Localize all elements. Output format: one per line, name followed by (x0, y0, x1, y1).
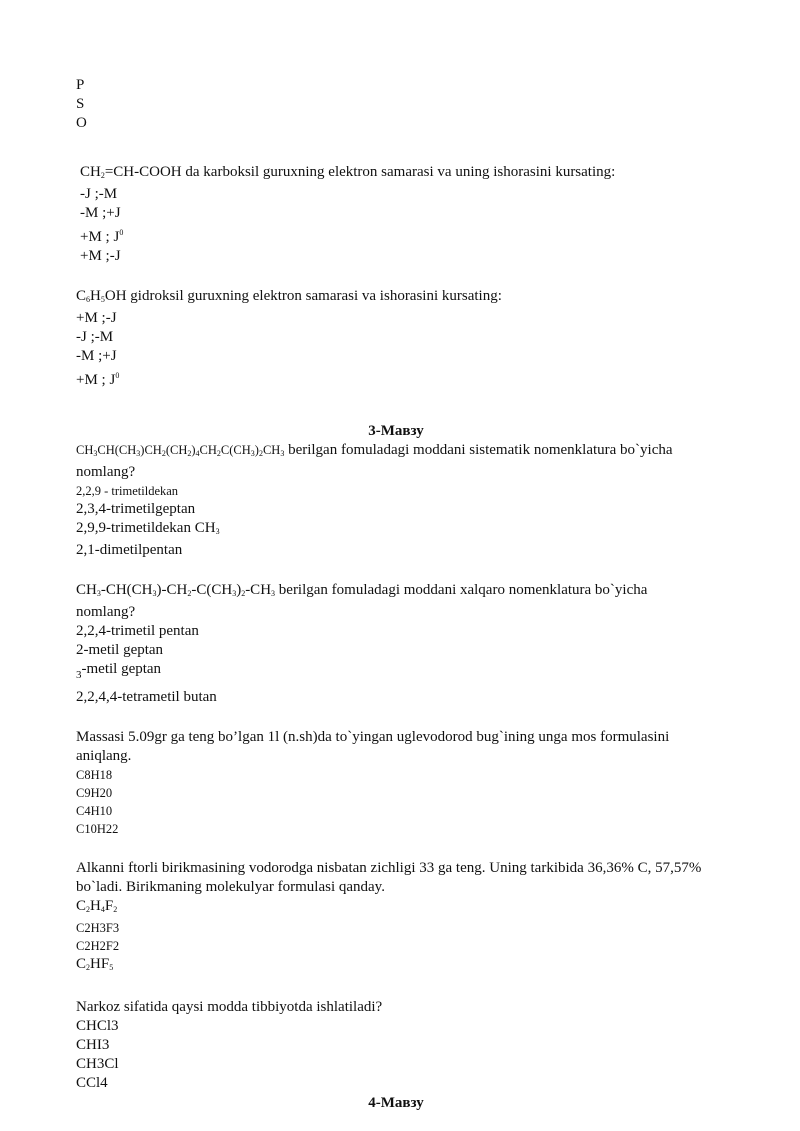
option-line: 2,9,9-trimetildekan $CH_3$ (76, 520, 220, 536)
option-line: C2H2F2 (76, 939, 120, 953)
option-line: $C_2H_4F_2$ (76, 898, 118, 914)
question-4-continued: nomlang? (76, 604, 136, 620)
question-1: $CH_2=CH$-COOH da karboksil guruxning elektron samarasi va uning ishorasini kursating: (80, 164, 616, 180)
option-line: C9H20 (76, 786, 113, 800)
option-line: CH3Cl (76, 1056, 119, 1072)
question-7: Narkoz sifatida qaysi modda tibbiyotda ishlatiladi? (76, 999, 383, 1015)
section-heading: 3-Мавзу (368, 423, 424, 439)
option-line: 2,2,9 - trimetildekan (76, 484, 179, 498)
question-5: Massasi 5.09gr ga teng bo’lgan 1l (n.sh)da to`yingan uglevodorod bug`ining unga mos formulasini aniqlang. (76, 729, 670, 764)
document-page (76, 76, 716, 1113)
option-line: CHCl3 (76, 1018, 119, 1034)
option-line: -M ;+J (80, 205, 121, 221)
option-line: 2-metil geptan (76, 642, 164, 658)
option-line: $_3$-metil geptan (76, 661, 162, 681)
option-line: C4H10 (76, 804, 113, 818)
question-6: Alkanni ftorli birikmasining vodorodga nisbatan zichligi 33 ga teng. Uning tarkibida 36,36% C, 57,57% bo`ladi. Birikmaning molekulyar formulasi qanday. (76, 860, 702, 895)
option-line: -J ;-M (80, 186, 118, 202)
option-line: 2,1-dimetilpentan (76, 542, 183, 558)
option-line: C2H3F3 (76, 921, 120, 935)
question-3: $CH_3CH(CH_3)CH_2(CH_2)_4CH_2C(CH_3)_2CH_3$ berilgan fomuladagi moddani sistematik nomenklatura bo`yicha (76, 442, 673, 458)
option-line: +M ; $J^0$ (80, 228, 124, 245)
option-line: CHI3 (76, 1037, 110, 1053)
option-line: $C_2HF_5$ (76, 956, 114, 972)
question-3-continued: nomlang? (76, 464, 136, 480)
option-line: 2,2,4,4-tetrametil butan (76, 689, 217, 705)
option-line: -M ;+J (76, 348, 117, 364)
question-4: $CH_3-CH(CH_3)-CH_2-C(CH_3)_2-CH_3$ berilgan fomuladagi moddani xalqaro nomenklatura bo`yicha (76, 582, 648, 598)
option-line: +M ;-J (80, 248, 121, 264)
option-line: 2,3,4-trimetilgeptan (76, 501, 196, 517)
option-line: S (76, 96, 85, 112)
option-line: 2,2,4-trimetil pentan (76, 623, 199, 639)
option-line: -J ;-M (76, 329, 114, 345)
section-heading: 4-Мавзу (368, 1095, 424, 1111)
option-line: P (76, 77, 85, 93)
option-line: C8H18 (76, 768, 113, 782)
option-line: +M ;-J (76, 310, 117, 326)
option-line: CCl4 (76, 1075, 108, 1091)
option-line: C10H22 (76, 822, 119, 836)
question-2: $C_6H_5OH$ gidroksil guruxning elektron samarasi va ishorasini kursating: (76, 288, 502, 304)
option-line: +M ; $J^0$ (76, 371, 120, 388)
option-line: O (76, 115, 87, 131)
